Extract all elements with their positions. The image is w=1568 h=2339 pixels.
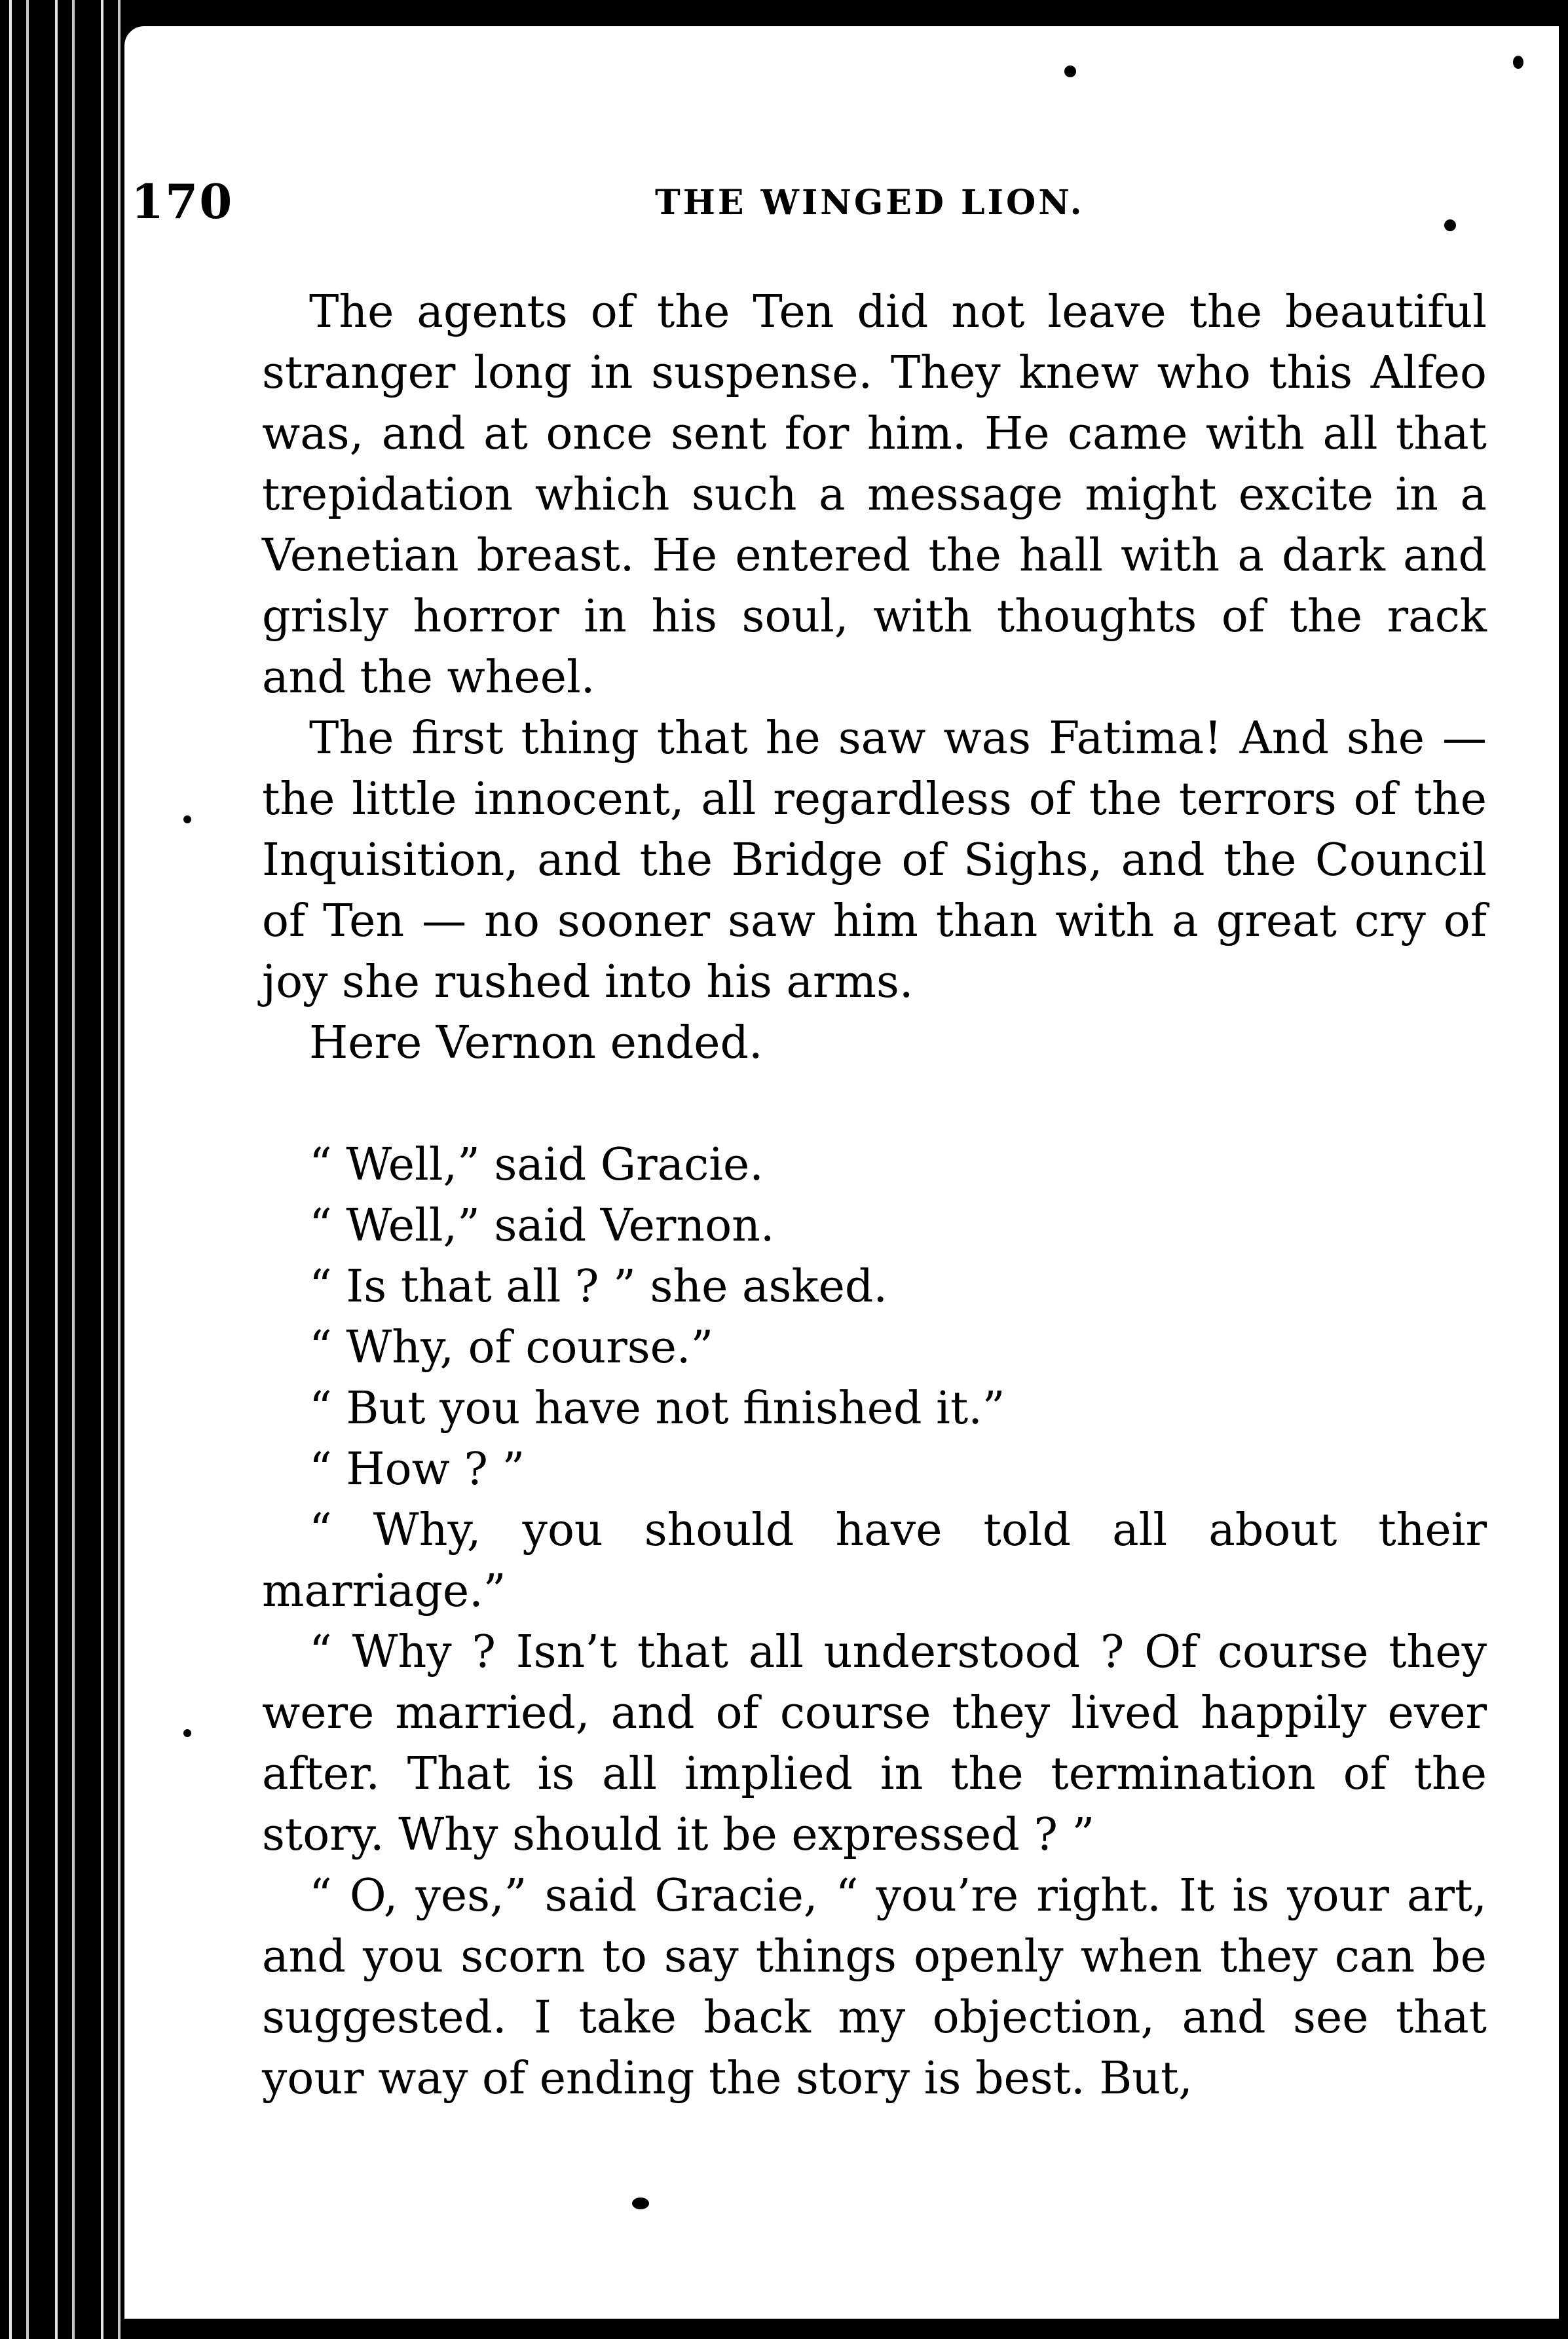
dialogue-line: “ Why, of course.”	[309, 1322, 714, 1374]
paragraph: Here Vernon ended.	[309, 1017, 763, 1069]
dialogue-line: “ But you have not finished it.”	[309, 1383, 1005, 1434]
dialogue-line: “ Why ? Isn’t that all understood ? Of course they were married, and of course they lived happily ever after. That is all implied in the termination of the story. Why should it be expressed ? ”	[262, 1626, 1487, 1861]
dialogue-line: “ O, yes,” said Gracie, “ you’re right. It is your art, and you scorn to say things openly when they can be suggested. I take back my objection, and see that your way of ending the story is best. But,	[262, 1870, 1487, 2105]
body-text	[262, 282, 1487, 2109]
paragraph: The first thing that he saw was Fatima! And she — the little innocent, all regardless of the terrors of the Inquisition, and the Bridge of Sighs, and the Council of Ten — no sooner saw him than with a great cry of joy she rushed into his arms.	[262, 713, 1487, 1008]
dialogue-line: “ How ? ”	[309, 1444, 525, 1495]
scan-speck	[1444, 219, 1456, 231]
dialogue-line: “ Is that all ? ” she asked.	[309, 1261, 888, 1313]
dialogue-line: “ Why, you should have told all about their marriage.”	[262, 1505, 1487, 1617]
dialogue-line: “ Well,” said Vernon.	[309, 1200, 775, 1252]
scan-speck	[183, 1729, 191, 1737]
running-title: THE WINGED LION.	[655, 183, 1085, 223]
page-header	[131, 174, 1310, 233]
scan-speck	[1064, 65, 1076, 77]
scan-speck	[183, 815, 191, 823]
scan-speck	[632, 2198, 649, 2209]
book-spine-edge	[0, 0, 124, 2339]
page-number: 170	[131, 174, 234, 229]
scan-speck	[1513, 56, 1523, 69]
dialogue-line: “ Well,” said Gracie.	[309, 1139, 764, 1191]
section-break	[262, 1074, 1487, 1134]
paragraph: The agents of the Ten did not leave the beautiful stranger long in suspense. They knew who this Alfeo was, and at once sent for him. He came with all that trepidation which such a message might excite in a Venetian breast. He entered the hall with a dark and grisly horror in his soul, with thoughts of the rack and the wheel.	[262, 286, 1487, 703]
